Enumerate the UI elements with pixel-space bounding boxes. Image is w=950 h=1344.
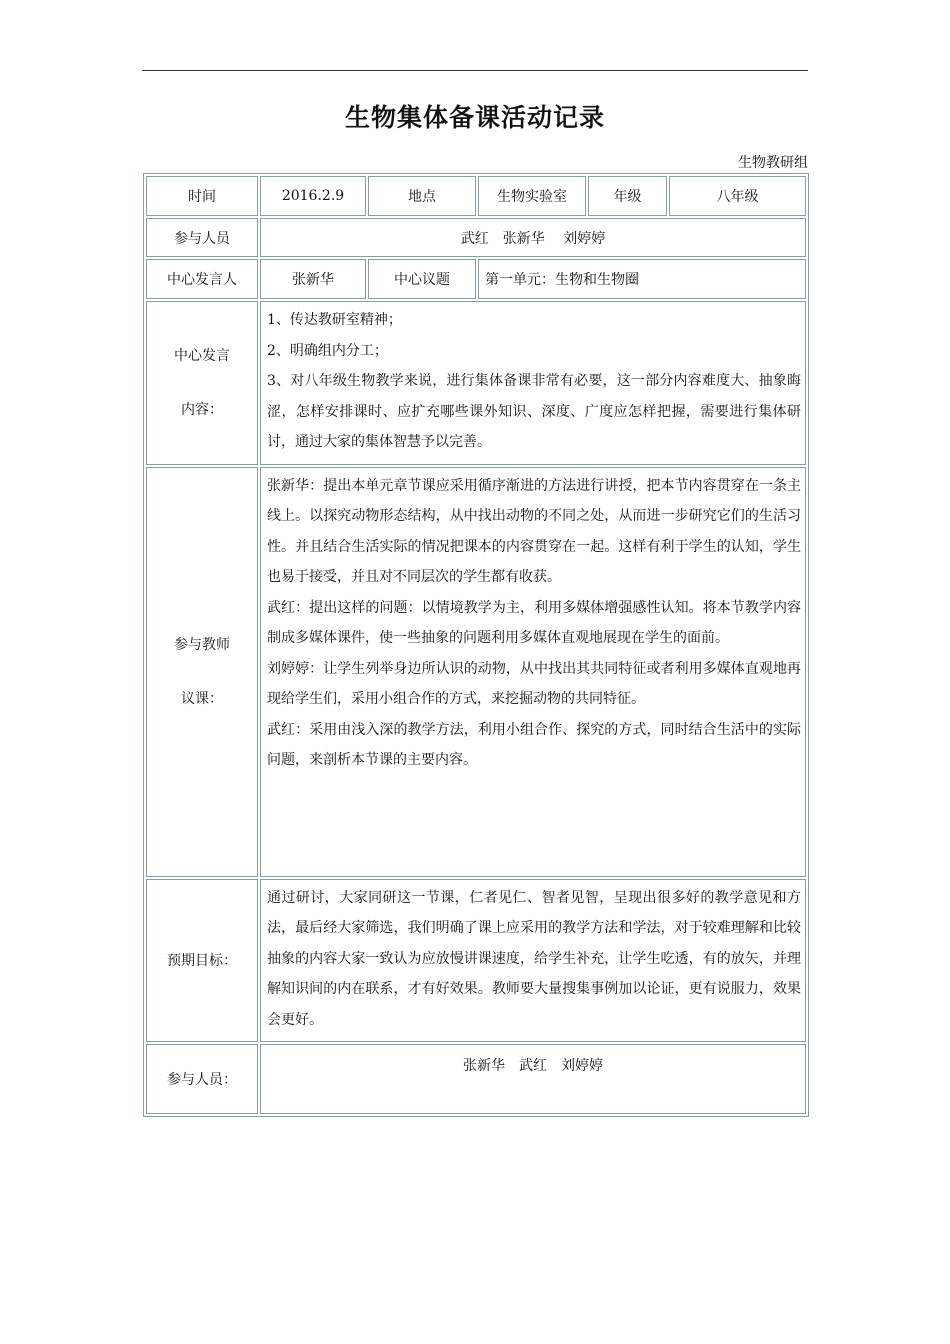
speech-item-2: 2、明确组内分工； xyxy=(267,342,388,359)
org-label: 生物教研组 xyxy=(738,155,808,171)
discussion-item-1: 张新华：提出本单元章节课应采用循序渐进的方法进行讲授，把本节内容贯穿在一条主线上。以探究动物形态结构，从中找出动物的不同之处，从而进一步研究它们的生活习性。并且结合生活实际的情况把课本的内容贯穿在一起。这样有利于学生的认知，学生也易于接受，并且对不同层次的学生都有收获。 xyxy=(267,477,801,585)
discussion-label-line-2: 议课： xyxy=(181,690,223,707)
discussion-label xyxy=(146,467,258,877)
members-value: 张新华 武红 刘婷婷 xyxy=(260,1044,806,1114)
discussion-item-4: 武红：采用由浅入深的教学方法，利用小组合作、探究的方式，同时结合生活中的实际问题，来剖析本节课的主要内容。 xyxy=(267,721,801,768)
participants-row xyxy=(146,218,806,257)
topic-value: 第一单元：生物和生物圈 xyxy=(478,259,806,299)
discussion-label-line-1: 参与教师 xyxy=(174,636,230,653)
topic-label: 中心议题 xyxy=(368,259,476,299)
speech-content xyxy=(260,301,806,465)
discussion-content xyxy=(260,467,806,877)
grade-value: 八年级 xyxy=(669,176,806,216)
members-row xyxy=(146,1044,806,1114)
participants-value: 武红 张新华 刘婷婷 xyxy=(260,218,806,257)
info-row xyxy=(146,176,806,216)
speech-label xyxy=(146,301,258,465)
header-rule xyxy=(142,70,808,71)
speech-label-line-2: 内容： xyxy=(181,401,223,418)
document-title: 生物集体备课活动记录 xyxy=(344,103,605,132)
time-value: 2016.2.9 xyxy=(260,176,366,216)
members-label: 参与人员： xyxy=(146,1044,258,1114)
place-label: 地点 xyxy=(368,176,476,216)
speech-item-3: 3、对八年级生物教学来说，进行集体备课非常有必要，这一部分内容难度大、抽象晦涩，怎样安排课时、应扩充哪些课外知识、深度、广度应怎样把握，需要进行集体研讨，通过大家的集体智慧予以完善。 xyxy=(267,373,801,450)
discussion-row xyxy=(146,467,806,877)
place-value: 生物实验室 xyxy=(478,176,586,216)
goal-label: 预期目标： xyxy=(146,879,258,1043)
speech-row xyxy=(146,301,806,465)
speech-label-line-1: 中心发言 xyxy=(174,347,230,364)
discussion-item-2: 武红：提出这样的问题：以情境教学为主，利用多媒体增强感性认知。将本节教学内容制成多媒体课件，使一些抽象的问题利用多媒体直观地展现在学生的面前。 xyxy=(267,599,801,646)
grade-label: 年级 xyxy=(588,176,667,216)
time-label: 时间 xyxy=(146,176,258,216)
goal-row xyxy=(146,879,806,1043)
speech-item-1: 1、传达教研室精神； xyxy=(267,312,402,328)
speaker-label: 中心发言人 xyxy=(146,259,258,299)
record-table xyxy=(143,173,809,1117)
speaker-value: 张新华 xyxy=(260,259,366,299)
participants-label: 参与人员 xyxy=(146,218,258,257)
goal-content: 通过研讨，大家同研这一节课，仁者见仁、智者见智，呈现出很多好的教学意见和方法，最后经大家筛选，我们明确了课上应采用的教学方法和学法，对于较难理解和比较抽象的内容大家一致认为应放慢讲课速度，给学生补充，让学生吃透，有的放矢，并理解知识间的内在联系，才有好效果。教师要大量搜集事例加以论证，更有说服力，效果会更好。 xyxy=(260,879,806,1043)
discussion-item-3: 刘婷婷：让学生列举身边所认识的动物，从中找出其共同特征或者利用多媒体直观地再现给学生们，采用小组合作的方式，来挖掘动物的共同特征。 xyxy=(267,660,801,707)
speaker-row xyxy=(146,259,806,299)
